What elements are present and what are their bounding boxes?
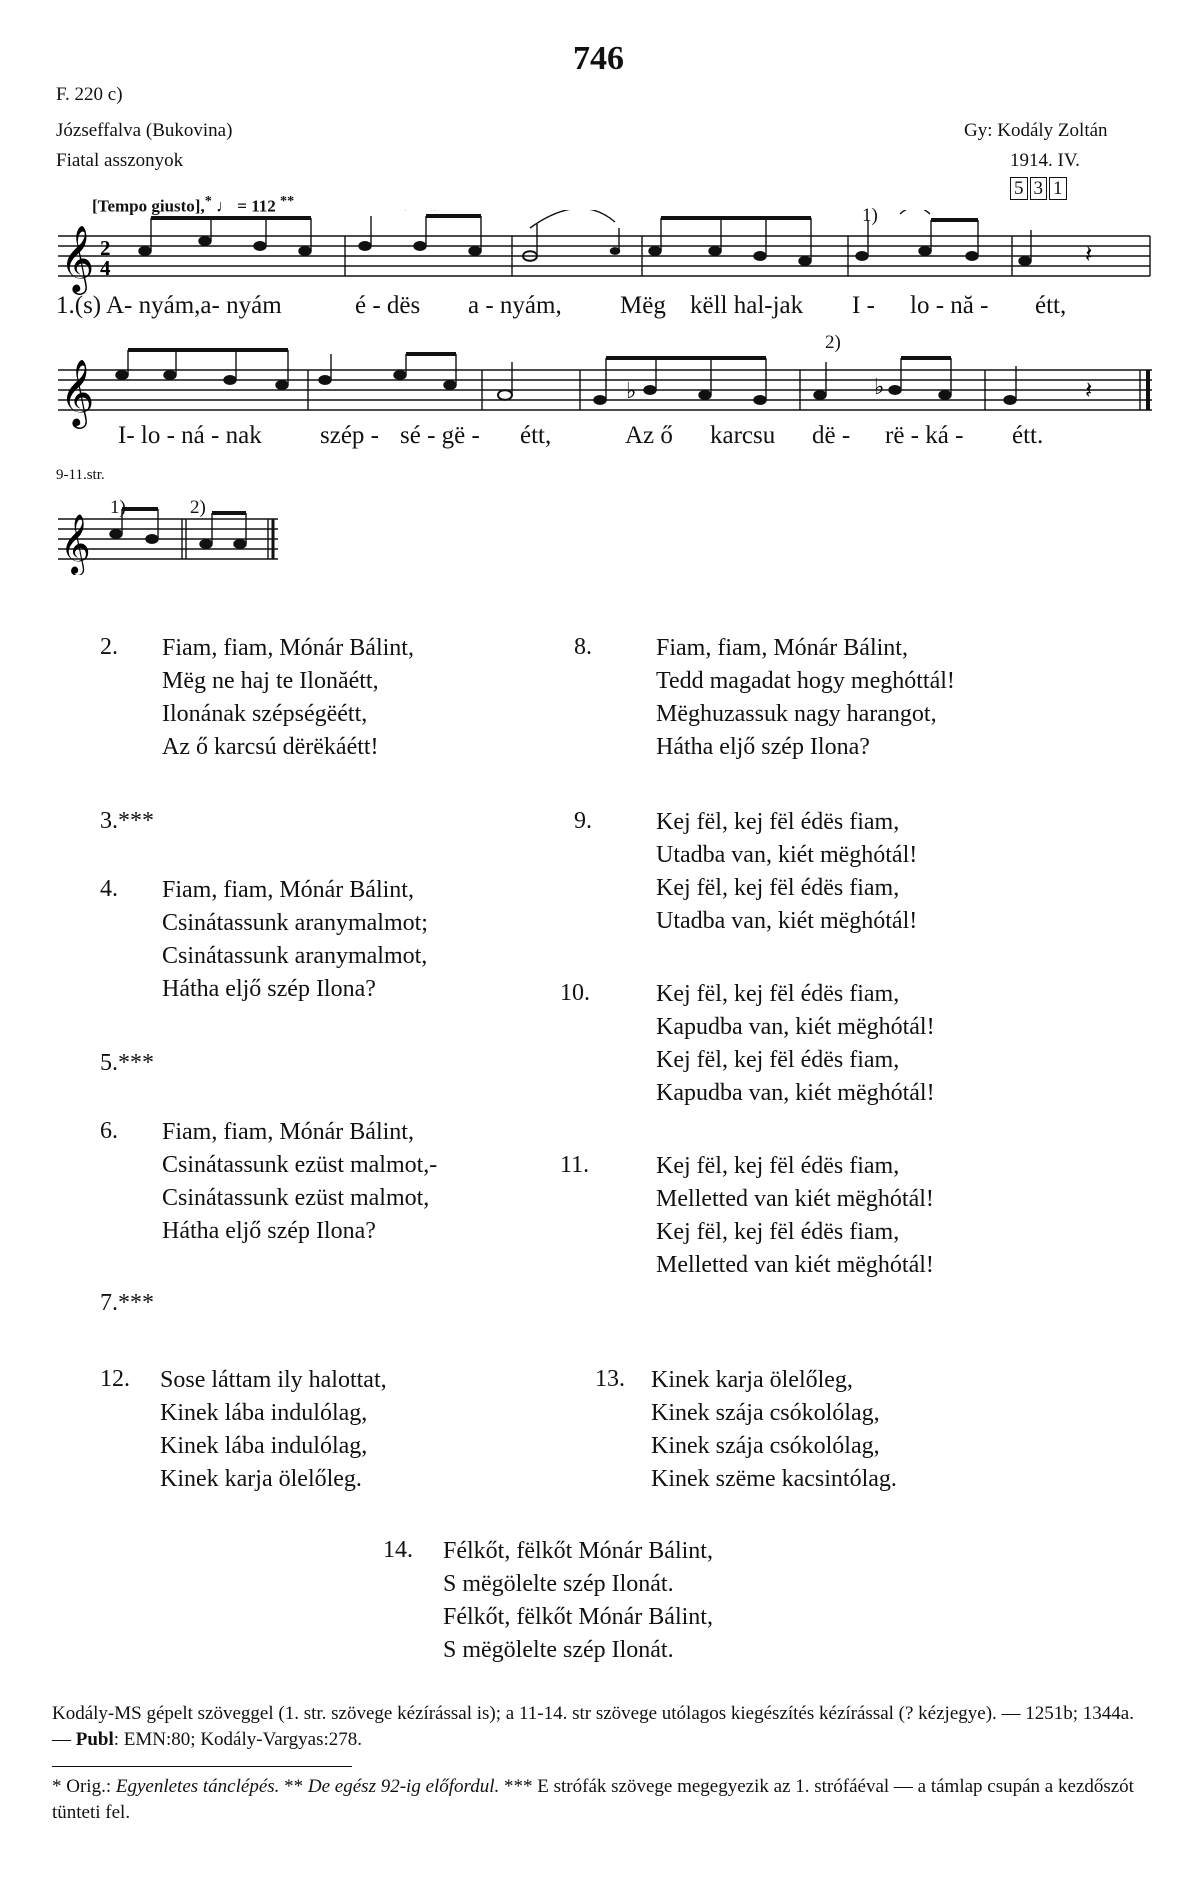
time-signature-top: 2 xyxy=(100,236,111,260)
location: Józseffalva (Bukovina) xyxy=(56,120,233,141)
lyric-segment: lo - nă - xyxy=(910,292,989,319)
verse-line: Sose láttam ily halottat, xyxy=(160,1367,387,1393)
verse-number: 9. xyxy=(574,808,592,834)
verse-number: 12. xyxy=(100,1366,130,1392)
footnote-star: ** xyxy=(284,1776,304,1797)
verse-line: Fiam, fiam, Mónár Bálint, xyxy=(656,635,908,661)
verse-line: Kej fël, kej fël édës fiam, xyxy=(656,1047,900,1073)
orig-text: Egyenletes tánclépés. xyxy=(115,1776,280,1797)
verse-line: Hátha eljő szép Ilona? xyxy=(162,1218,376,1244)
verse-line: Csinátassunk ezüst malmot,- xyxy=(162,1152,438,1178)
verse-line: Kinek karja ölelőleg. xyxy=(160,1466,362,1492)
verse-line: Hátha eljő szép Ilona? xyxy=(656,734,870,760)
footnote-mark: 2) xyxy=(825,332,841,353)
verse-line: Az ő karcsú dërëkáétt! xyxy=(162,734,379,760)
page-number: 746 xyxy=(573,40,624,77)
form-box: 5 xyxy=(1010,177,1028,200)
quarter-note-icon: ♩ xyxy=(216,196,234,216)
tempo-star: * xyxy=(204,193,212,209)
verse-line: Kinek szëme kacsintólag. xyxy=(651,1466,897,1492)
tempo-text: [Tempo giusto], xyxy=(92,196,205,216)
lyric-segment: këll hal-jak xyxy=(690,292,804,319)
flat-icon: ♭ xyxy=(874,375,885,400)
verse-line: Kej fël, kej fël édës fiam, xyxy=(656,1153,900,1179)
verse-14 xyxy=(443,1535,713,1667)
verse-number: 6. xyxy=(100,1118,118,1144)
verse-number: 11. xyxy=(560,1152,590,1178)
verse-number: 5.*** xyxy=(100,1050,154,1076)
verse-line: S mëgölelte szép Ilonát. xyxy=(443,1637,674,1663)
collector: Gy: Kodály Zoltán xyxy=(964,120,1108,141)
treble-clef-icon: 𝄞 xyxy=(60,358,95,426)
verse-line: Mëghuzassuk nagy harangot, xyxy=(656,701,937,727)
treble-clef-icon: 𝄞 xyxy=(60,224,95,292)
footnote xyxy=(52,1774,1152,1826)
verse-6 xyxy=(162,1116,437,1248)
verse-line: Félkőt, fëlkőt Mónár Bálint, xyxy=(443,1604,713,1630)
lyric-segment: é - dës xyxy=(355,292,421,319)
variant-mark: 2) xyxy=(190,497,206,518)
verse-number: 13. xyxy=(595,1366,625,1392)
footnote-divider xyxy=(52,1766,352,1767)
orig-label: Orig.: xyxy=(66,1776,112,1797)
source-notes xyxy=(52,1701,1152,1753)
form-box: 1 xyxy=(1049,177,1067,200)
verse-line: Fiam, fiam, Mónár Bálint, xyxy=(162,635,414,661)
variant-staff xyxy=(0,505,300,575)
verse-number: 7.*** xyxy=(100,1290,154,1316)
verse-line: Kinek szája csókolólag, xyxy=(651,1433,880,1459)
lyric-segment: étt, xyxy=(1035,292,1067,319)
verse-line: Kinek lába indulólag, xyxy=(160,1400,368,1426)
verse-line: Ilonának szépségëétt, xyxy=(162,701,368,727)
lyric-segment: dë - xyxy=(812,422,851,449)
verse-13 xyxy=(651,1364,897,1496)
verse-line: Utadba van, kiét mëghótál! xyxy=(656,908,918,934)
tempo-doublestar: ** xyxy=(280,193,295,209)
verse-line: Kapudba van, kiét mëghótál! xyxy=(656,1080,935,1106)
lyric-segment: rë - ká - xyxy=(885,422,964,449)
verse-number: 3.*** xyxy=(100,808,154,834)
time-signature-bottom: 4 xyxy=(100,256,111,280)
verse-line: Csinátassunk ezüst malmot, xyxy=(162,1185,430,1211)
verse-line: Kej fël, kej fël édës fiam, xyxy=(656,809,900,835)
verse-line: Melletted van kiét mëghótál! xyxy=(656,1186,934,1212)
verse-line: Fiam, fiam, Mónár Bálint, xyxy=(162,1119,414,1145)
verse-2 xyxy=(162,632,414,764)
verse-line: Kinek szája csókolólag, xyxy=(651,1400,880,1426)
lyric-segment: étt, xyxy=(520,422,552,449)
verse-line: Mëg ne haj te Ilonăétt, xyxy=(162,668,379,694)
treble-clef-icon: 𝄞 xyxy=(60,514,91,574)
verse-line: Kej fël, kej fël édës fiam, xyxy=(656,1219,900,1245)
verse-number: 4. xyxy=(100,876,118,902)
verse-10 xyxy=(656,978,935,1110)
footnote-mark: 1) xyxy=(862,205,878,226)
lyric-segment: 1.(s) A- nyám,a- nyám xyxy=(56,292,282,319)
quarter-rest-icon: 𝄽 xyxy=(1085,240,1093,268)
footnote-star: * xyxy=(52,1776,62,1797)
verse-8 xyxy=(656,632,955,764)
lyric-segment: sé - gë - xyxy=(400,422,480,449)
verse-line: Tedd magadat hogy meghóttál! xyxy=(656,668,955,694)
lyric-segment: I - xyxy=(852,292,875,319)
quarter-rest-icon: 𝄽 xyxy=(1085,376,1093,404)
lyric-segment: Mëg xyxy=(620,292,666,319)
verse-number: 10. xyxy=(560,980,590,1006)
performers: Fiatal asszonyok xyxy=(56,150,184,171)
verse-number: 8. xyxy=(574,634,592,660)
verse-line: Csinátassunk aranymalmot, xyxy=(162,943,428,969)
footnote-text: De egész 92-ig előfordul. xyxy=(307,1776,500,1797)
lyric-segment: Az ő xyxy=(625,422,673,449)
flat-icon: ♭ xyxy=(626,379,637,404)
variant-mark: 1) xyxy=(110,497,126,518)
form-box: 3 xyxy=(1030,177,1048,200)
verse-number: 2. xyxy=(100,634,118,660)
source-text: Kodály-MS gépelt szöveggel (1. str. szövege kézírással is); a 11-14. str szövege utólagos kiegészítés kézírással (? kézjegye). — 1251b; 1344a. — xyxy=(52,1703,1134,1750)
tempo-value: = 112 xyxy=(237,196,276,216)
verse-line: Hátha eljő szép Ilona? xyxy=(162,976,376,1002)
verse-9 xyxy=(656,806,917,938)
verse-11 xyxy=(656,1150,934,1282)
verse-line: Csinátassunk aranymalmot; xyxy=(162,910,428,936)
verse-line: Kinek lába indulólag, xyxy=(160,1433,368,1459)
lyric-segment: szép - xyxy=(320,422,379,449)
verse-line: S mëgölelte szép Ilonát. xyxy=(443,1571,674,1597)
form-schema xyxy=(1010,178,1069,200)
verse-line: Kapudba van, kiét mëghótál! xyxy=(656,1014,935,1040)
footnote-text: E strófák szövege megegyezik az 1. strófáéval — a támlap csupán a kezdőszót tünteti fel. xyxy=(52,1776,1134,1823)
verse-line: Fiam, fiam, Mónár Bálint, xyxy=(162,877,414,903)
verse-number: 14. xyxy=(383,1537,413,1563)
variants-label: 9-11.str. xyxy=(56,467,105,483)
source-text: : EMN:80; Kodály-Vargyas:278. xyxy=(113,1729,362,1750)
collection-date: 1914. IV. xyxy=(1010,150,1080,171)
verse-line: Kinek karja ölelőleg, xyxy=(651,1367,853,1393)
verse-line: Kej fël, kej fël édës fiam, xyxy=(656,981,900,1007)
lyric-segment: karcsu xyxy=(710,422,776,449)
lyric-segment: a - nyám, xyxy=(468,292,562,319)
footnote-star: *** xyxy=(504,1776,533,1797)
verse-line: Félkőt, fëlkőt Mónár Bálint, xyxy=(443,1538,713,1564)
lyric-segment: I- lo - ná - nak xyxy=(118,422,262,449)
verse-line: Utadba van, kiét mëghótál! xyxy=(656,842,918,868)
verse-line: Kej fël, kej fël édës fiam, xyxy=(656,875,900,901)
publ-label: Publ xyxy=(75,1729,114,1750)
verse-line: Melletted van kiét mëghótál! xyxy=(656,1252,934,1278)
catalog-number: F. 220 c) xyxy=(56,84,123,105)
verse-4 xyxy=(162,874,428,1006)
lyric-segment: étt. xyxy=(1012,422,1044,449)
verse-12 xyxy=(160,1364,387,1496)
